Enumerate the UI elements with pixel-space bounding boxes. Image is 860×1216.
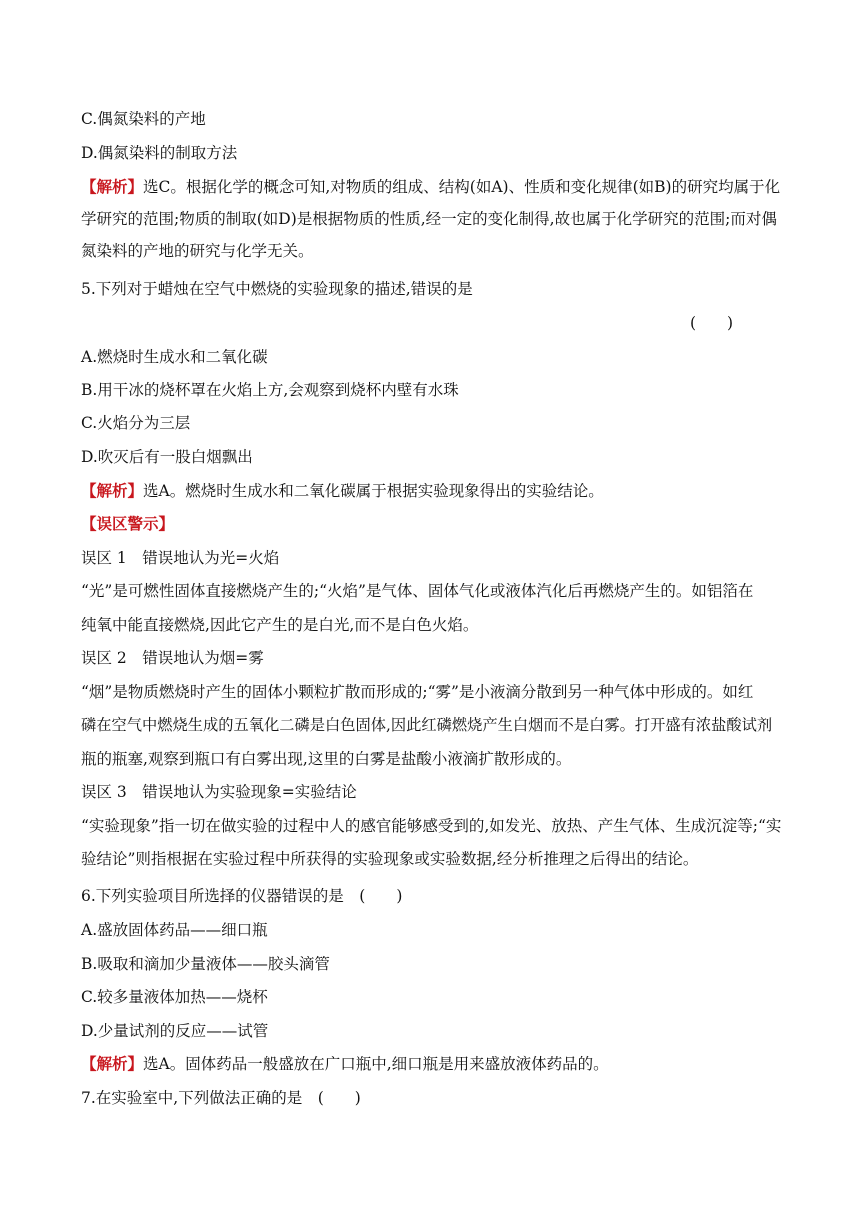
- q5-answer-paren: ( ): [690, 314, 734, 332]
- q4-analysis-line-1: [81, 176, 781, 198]
- zone2-line-1: “烟”是物质燃烧时产生的固体小颗粒扩散而形成的;“雾”是小液滴分散到另一种气体中形成的。如红: [81, 683, 754, 701]
- analysis-text: 选A。燃烧时生成水和二氧化碳属于根据实验现象得出的实验结论。: [143, 482, 604, 500]
- zone3-line-2: 验结论”则指根据在实验过程中所获得的实验现象或实验数据,经分析推理之后得出的结论。: [81, 850, 699, 868]
- zone1-line-2: 纯氧中能直接燃烧,因此它产生的是白光,而不是白色火焰。: [81, 616, 479, 634]
- zone2-title: 误区 2 错误地认为烟=雾: [81, 649, 264, 667]
- q6-stem: 6.下列实验项目所选择的仪器错误的是 ( ): [81, 887, 403, 905]
- q6-option-a: A.盛放固体药品——细口瓶: [81, 921, 268, 939]
- q4-analysis-line-3: 氮染料的产地的研究与化学无关。: [81, 242, 314, 260]
- zone1-line-1: “光”是可燃性固体直接燃烧产生的;“火焰”是气体、固体气化或液体汽化后再燃烧产生的。如铝箔在: [81, 582, 754, 600]
- q6-option-b: B.吸取和滴加少量液体——胶头滴管: [81, 955, 330, 973]
- q5-option-d: D.吹灭后有一股白烟飘出: [81, 448, 253, 466]
- q6-option-c: C.较多量液体加热——烧杯: [81, 988, 268, 1006]
- q5-option-c: C.火焰分为三层: [81, 414, 191, 432]
- analysis-text: 选A。固体药品一般盛放在广口瓶中,细口瓶是用来盛放液体药品的。: [143, 1055, 609, 1073]
- zone1-title: 误区 1 错误地认为光=火焰: [81, 549, 280, 567]
- q5-option-b: B.用干冰的烧杯罩在火焰上方,会观察到烧杯内壁有水珠: [81, 381, 459, 399]
- q4-option-c: C.偶氮染料的产地: [81, 110, 206, 128]
- warning-heading: [81, 513, 781, 535]
- q4-option-d: D.偶氮染料的制取方法: [81, 144, 238, 162]
- zone3-line-1: “实验现象”指一切在做实验的过程中人的感官能够感受到的,如发光、放热、产生气体、生成沉淀等;“实: [81, 817, 782, 835]
- q7-stem: 7.在实验室中,下列做法正确的是 ( ): [81, 1089, 361, 1107]
- q4-analysis-line-2: 学研究的范围;物质的制取(如D)是根据物质的性质,经一定的变化制得,故也属于化学研究的范围;而对偶: [81, 210, 777, 228]
- q6-option-d: D.少量试剂的反应——试管: [81, 1022, 269, 1040]
- q5-stem: 5.下列对于蜡烛在空气中燃烧的实验现象的描述,错误的是: [81, 280, 473, 298]
- q5-option-a: A.燃烧时生成水和二氧化碳: [81, 348, 268, 366]
- q5-analysis: [81, 480, 781, 502]
- zone2-line-3: 瓶的瓶塞,观察到瓶口有白雾出现,这里的白雾是盐酸小液滴扩散形成的。: [81, 750, 572, 768]
- analysis-tag: 【解析】: [81, 1054, 144, 1073]
- zone2-line-2: 磷在空气中燃烧生成的五氧化二磷是白色固体,因此红磷燃烧产生白烟而不是白雾。打开盛有浓盐酸试剂: [81, 716, 773, 734]
- warning-tag: 【误区警示】: [81, 514, 175, 533]
- zone3-title: 误区 3 错误地认为实验现象=实验结论: [81, 783, 357, 801]
- analysis-text: 选C。根据化学的概念可知,对物质的组成、结构(如A)、性质和变化规律(如B)的研究均属于化: [143, 178, 781, 196]
- q6-analysis: [81, 1053, 781, 1075]
- analysis-tag: 【解析】: [81, 177, 144, 196]
- analysis-tag: 【解析】: [81, 481, 144, 500]
